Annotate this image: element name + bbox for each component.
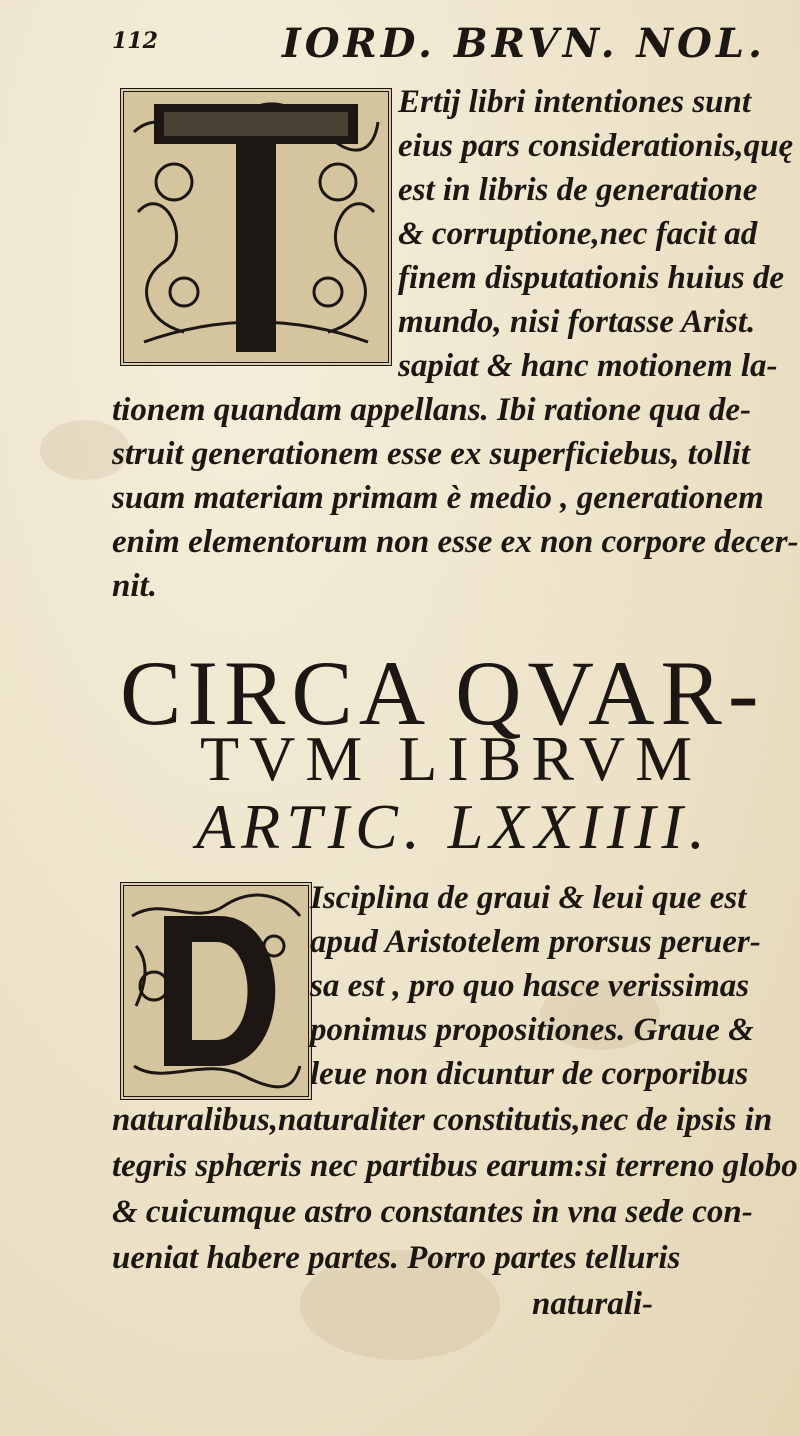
text-line: ueniat habere partes. Porro partes telluris bbox=[112, 1240, 681, 1276]
article-heading: ARTIC. LXXIIII. bbox=[196, 791, 711, 862]
text-line: sa est , pro quo hasce verissimas bbox=[310, 968, 750, 1004]
text-line: & corruptione,nec facit ad bbox=[398, 216, 758, 252]
chapter-heading-line-2: TVM LIBRVM bbox=[200, 723, 702, 794]
text-line: mundo, nisi fortasse Arist. bbox=[398, 304, 756, 340]
text-line: struit generationem esse ex superficiebus, tollit bbox=[112, 436, 751, 472]
text-line: tegris sphæris nec partibus earum:si terreno globo bbox=[112, 1148, 798, 1184]
text-line: apud Aristotelem prorsus peruer- bbox=[310, 924, 761, 960]
page-header bbox=[0, 18, 800, 68]
chapter-heading-line-1: CIRCA QVAR- bbox=[120, 642, 765, 744]
text-line: eius pars considerationis,quę bbox=[398, 128, 794, 164]
text-line: nit. bbox=[112, 568, 157, 604]
text-line: finem disputationis huius de bbox=[398, 260, 785, 296]
text-line: leue non dicuntur de corporibus bbox=[310, 1056, 749, 1092]
decorated-initial-t bbox=[120, 88, 392, 366]
text-line: & cuicumque astro constantes in vna sede con- bbox=[112, 1194, 753, 1230]
ornament-icon bbox=[124, 886, 308, 1096]
running-head: IORD. BRVN. NOL. bbox=[282, 20, 766, 67]
text-line: tionem quandam appellans. Ibi ratione qua de- bbox=[112, 392, 751, 428]
text-line: naturali- bbox=[532, 1286, 654, 1322]
text-line: ponimus propositiones. Graue & bbox=[310, 1012, 754, 1048]
text-line: enim elementorum non esse ex non corpore decer- bbox=[112, 524, 799, 560]
page-number: 112 bbox=[112, 28, 158, 54]
decorated-initial-d bbox=[120, 882, 312, 1100]
ornament-icon bbox=[124, 92, 388, 362]
text-line: suam materiam primam è medio , generationem bbox=[112, 480, 764, 516]
text-line: sapiat & hanc motionem la- bbox=[398, 348, 778, 384]
text-line: naturalibus,naturaliter constitutis,nec de ipsis in bbox=[112, 1102, 773, 1138]
text-line: Ertij libri intentiones sunt bbox=[398, 84, 752, 120]
text-line: est in libris de generatione bbox=[398, 172, 758, 208]
text-line: Isciplina de graui & leui que est bbox=[310, 880, 747, 916]
